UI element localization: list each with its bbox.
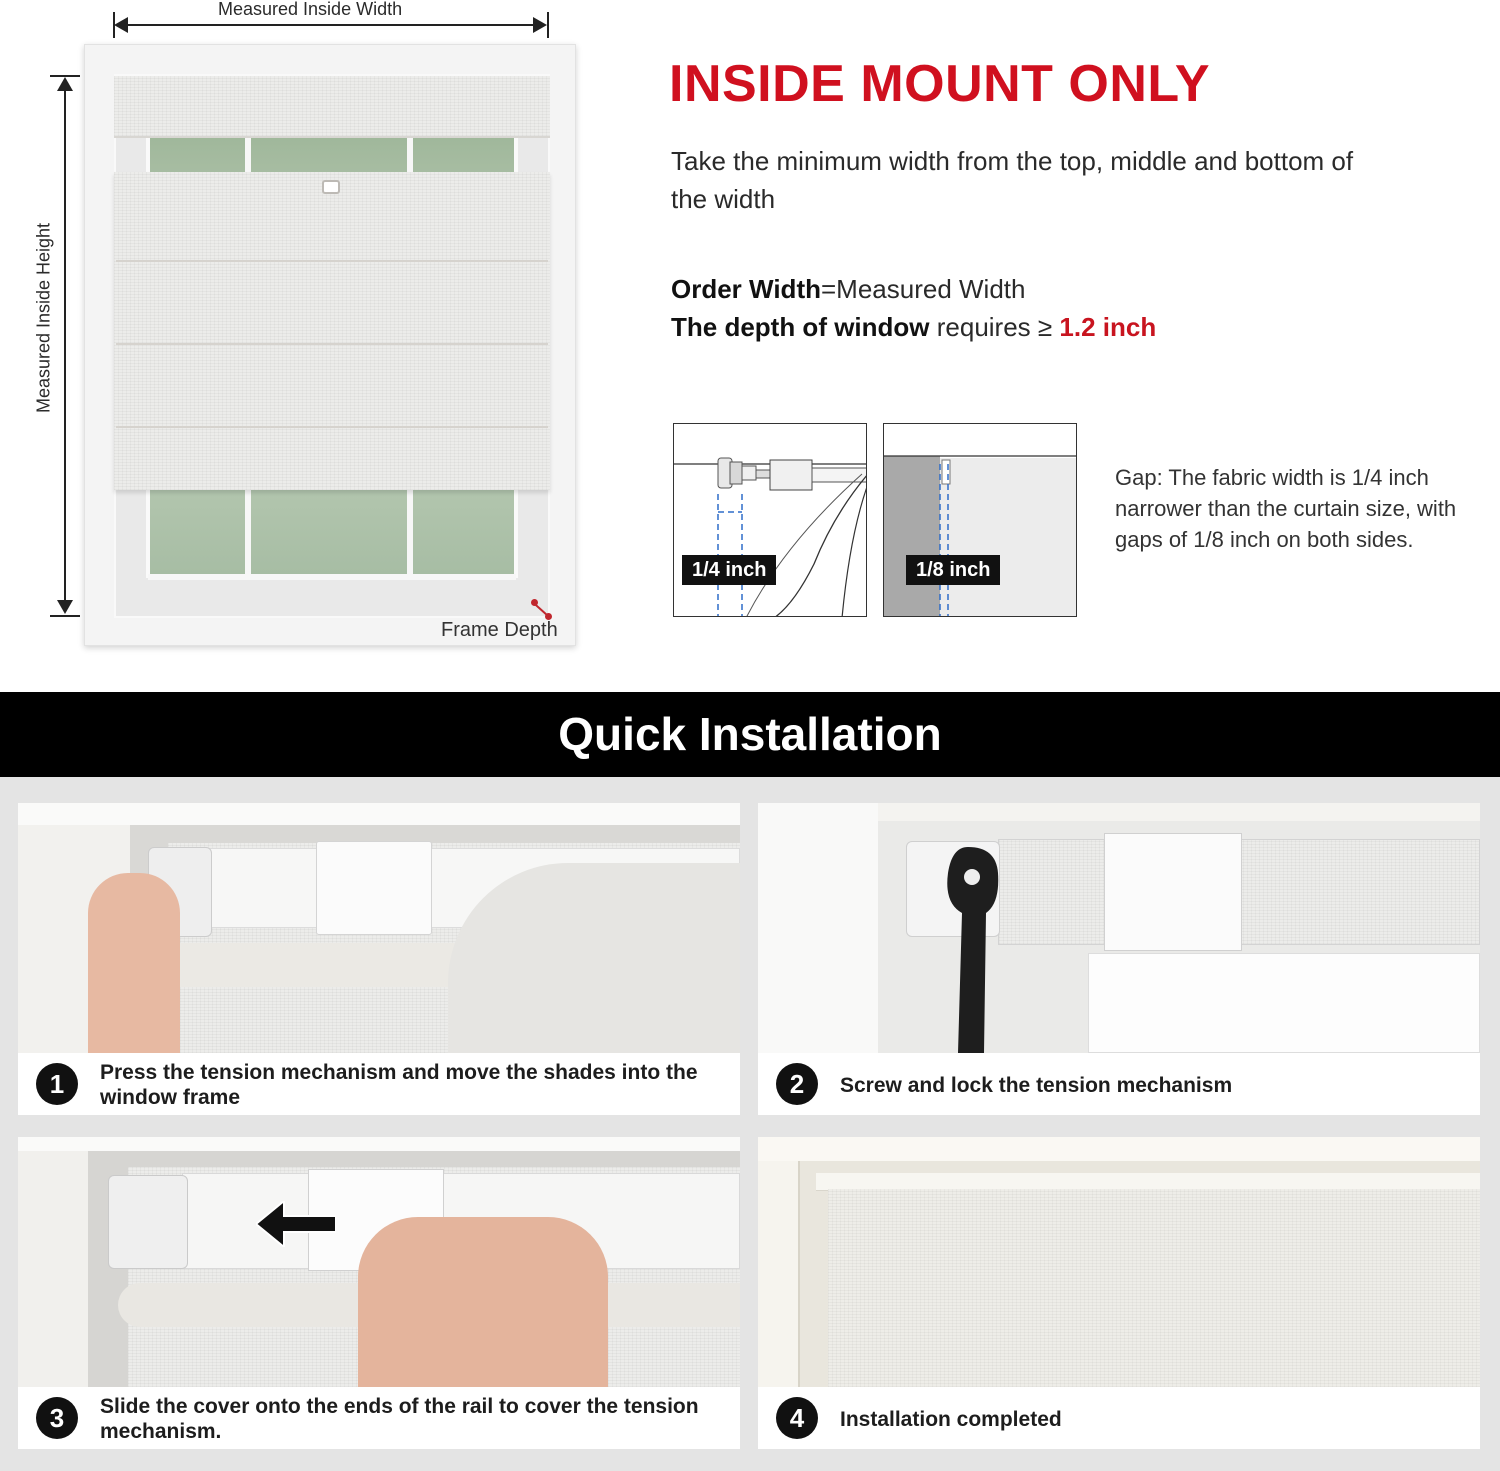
- rail-cover: [316, 841, 432, 935]
- installation-steps: [0, 777, 1500, 1471]
- measurement-diagram: [0, 0, 600, 660]
- step-card-3: [18, 1137, 740, 1449]
- window-sill: [148, 574, 516, 580]
- page-title: INSIDE MOUNT ONLY: [669, 55, 1211, 113]
- gap-note: Gap: The fabric width is 1/4 inch narrower than the curtain size, with gaps of 1/8 inch on both sides.: [1115, 465, 1457, 552]
- frame-gap-illustration: [884, 424, 1077, 617]
- step-card-1: [18, 803, 740, 1115]
- gap-diagram-quarter: [673, 423, 867, 617]
- step-number-4: 4: [776, 1397, 818, 1439]
- step-text-2: Screw and lock the tension mechanism: [840, 1074, 1233, 1097]
- height-arrow-up-icon: [57, 77, 73, 91]
- roman-shade: [114, 172, 550, 490]
- step-caption-3: [18, 1387, 740, 1449]
- step-photo-2: [758, 803, 1480, 1053]
- step-number-2: 2: [776, 1063, 818, 1105]
- measure-tip: Take the minimum width from the top, middle and bottom of the width: [671, 146, 1354, 214]
- gap-tag-quarter: 1/4 inch: [682, 555, 776, 585]
- width-label: Measured Inside Width: [218, 0, 403, 19]
- step-caption-2: [758, 1053, 1480, 1115]
- width-arrow-right-icon: [533, 17, 547, 33]
- shade-clip-icon: [322, 180, 340, 194]
- gap-diagram-eighth: [883, 423, 1077, 617]
- bracket-illustration: [674, 424, 867, 617]
- fabric-roll: [448, 863, 740, 1053]
- step-photo-4: [758, 1137, 1480, 1387]
- hand: [358, 1217, 608, 1387]
- section-banner: [0, 692, 1500, 777]
- step-card-2: [758, 803, 1480, 1115]
- rail-cover: [1104, 833, 1242, 951]
- step-text-3: Slide the cover onto the ends of the rail to cover the tension mechanism.: [100, 1395, 699, 1443]
- step-photo-3: [18, 1137, 740, 1387]
- installed-shade: [828, 1189, 1480, 1387]
- step-photo-1: [18, 803, 740, 1053]
- height-arrow-line: [64, 80, 66, 610]
- wrench-icon: [938, 843, 1008, 1053]
- height-label: Measured Inside Height: [33, 222, 54, 414]
- shade-valance: [114, 76, 550, 138]
- depth-rest: requires ≥: [929, 312, 1060, 342]
- arrow-left-icon: [256, 1201, 336, 1247]
- order-width-rest: =Measured Width: [820, 274, 1026, 304]
- shade-fold: [116, 343, 548, 345]
- depth-value: 1.2 inch: [1059, 312, 1157, 342]
- width-tick-right: [547, 12, 549, 38]
- order-width-bold: Order Width: [671, 274, 821, 304]
- height-arrow-down-icon: [57, 600, 73, 614]
- width-arrow-line: [118, 24, 544, 26]
- depth-label: Frame Depth: [441, 619, 558, 641]
- step-number-3: 3: [36, 1397, 78, 1439]
- hand: [88, 873, 180, 1053]
- tension-mechanism: [108, 1175, 188, 1269]
- order-width-line: [671, 274, 1025, 305]
- width-arrow-left-icon: [114, 17, 128, 33]
- depth-requirement-line: [671, 312, 1156, 343]
- step-caption-1: [18, 1053, 740, 1115]
- height-tick-bottom: [50, 615, 80, 617]
- step-card-4: [758, 1137, 1480, 1449]
- step-text-1: Press the tension mechanism and move the shades into the window frame: [100, 1061, 698, 1109]
- gap-tag-eighth: 1/8 inch: [906, 555, 1000, 585]
- shade-fold: [116, 426, 548, 428]
- depth-bold: The depth of window: [671, 312, 930, 342]
- shade-fold: [116, 260, 548, 262]
- step-caption-4: [758, 1387, 1480, 1449]
- step-number-1: 1: [36, 1063, 78, 1105]
- section-title: Quick Installation: [558, 708, 942, 760]
- step-text-4: Installation completed: [840, 1408, 1062, 1431]
